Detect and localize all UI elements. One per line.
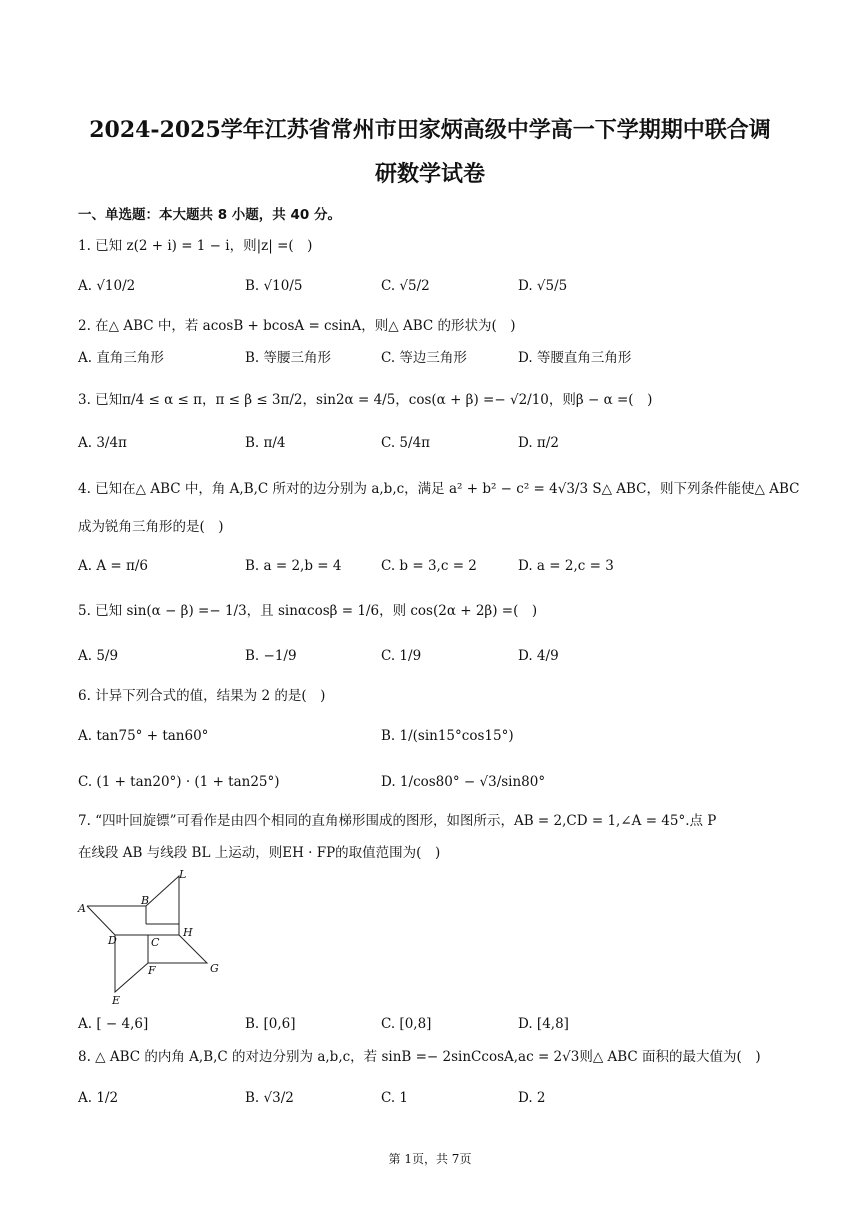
q6-option-a: A. tan75° + tan60° — [78, 728, 209, 744]
q7-option-b: B. [0,6] — [245, 1016, 296, 1032]
label-l: L — [179, 868, 187, 881]
q4-option-c: C. b = 3,c = 2 — [381, 558, 477, 574]
question-3-text: 3. 已知π/4 ≤ α ≤ π，π ≤ β ≤ 3π/2，sin2α = 4/5，cos(α + β) =− √2/10，则β − α =( ) — [78, 392, 653, 408]
label-g: G — [210, 962, 219, 975]
question-2-text: 2. 在△ ABC 中，若 acosB + bcosA = csinA，则△ ABC 的形状为( ) — [78, 318, 516, 334]
q8-option-b: B. √3/2 — [245, 1090, 294, 1106]
q6-option-d: D. 1/cos80° − √3/sin80° — [381, 774, 546, 790]
label-h: H — [183, 926, 193, 939]
question-4-text-line2: 成为锐角三角形的是( ) — [78, 519, 224, 535]
q6-option-b: B. 1/(sin15°cos15°) — [381, 728, 514, 744]
q3-option-b: B. π/4 — [245, 435, 286, 451]
q3-option-c: C. 5/4π — [381, 435, 431, 451]
q3-option-d: D. π/2 — [518, 435, 559, 451]
q4-option-a: A. A = π/6 — [78, 558, 148, 574]
question-5-text: 5. 已知 sin(α − β) =− 1/3，且 sinαcosβ = 1/6，则 cos(2α + 2β) =( ) — [78, 603, 538, 619]
q8-option-a: A. 1/2 — [78, 1090, 119, 1106]
q2-option-a: A. 直角三角形 — [78, 350, 164, 366]
q1-option-b: B. √10/5 — [245, 278, 303, 294]
q7-option-c: C. [0,8] — [381, 1016, 432, 1032]
q6-option-c: C. (1 + tan20°) · (1 + tan25°) — [78, 774, 280, 790]
q1-option-a: A. √10/2 — [78, 278, 136, 294]
label-d: D — [108, 934, 117, 947]
q5-option-d: D. 4/9 — [518, 648, 559, 664]
label-b: B — [141, 894, 150, 907]
label-a: A — [78, 902, 86, 915]
q8-option-d: D. 2 — [518, 1090, 546, 1106]
q5-option-c: C. 1/9 — [381, 648, 422, 664]
question-6-text: 6. 计异下列合式的值，结果为 2 的是( ) — [78, 688, 326, 704]
label-f: F — [148, 964, 156, 977]
question-7-text-line1: 7. “四叶回旋镖”可看作是由四个相同的直角梯形围成的图形，如图所示，AB = 2,CD = 1,∠A = 45°.点 P — [78, 813, 717, 829]
q5-option-a: A. 5/9 — [78, 648, 119, 664]
q5-option-b: B. −1/9 — [245, 648, 297, 664]
question-8-text: 8. △ ABC 的内角 A,B,C 的对边分别为 a,b,c，若 sinB =− 2sinCcosA,ac = 2√3则△ ABC 面积的最大值为( ) — [78, 1049, 761, 1065]
q2-option-d: D. 等腰直角三角形 — [518, 350, 632, 366]
question-1-text: 1. 已知 z(2 + i) = 1 − i，则|z| =( ) — [78, 238, 313, 254]
q1-option-c: C. √5/2 — [381, 278, 430, 294]
q8-option-c: C. 1 — [381, 1090, 409, 1106]
q2-option-c: C. 等边三角形 — [381, 350, 467, 366]
q1-option-d: D. √5/5 — [518, 278, 568, 294]
q4-option-b: B. a = 2,b = 4 — [245, 558, 342, 574]
label-e: E — [112, 994, 121, 1007]
q3-option-a: A. 3/4π — [78, 435, 127, 451]
page-title-line1: 2024-2025学年江苏省常州市田家炳高级中学高一下学期期中联合调 — [89, 117, 771, 143]
question-7-text-line2: 在线段 AB 与线段 BL 上运动，则EH · FP的取值范围为( ) — [78, 845, 441, 861]
page-title-line2: 研数学试卷 — [374, 161, 485, 187]
boomerang-figure — [75, 866, 225, 1008]
question-4-text-line1: 4. 已知在△ ABC 中，角 A,B,C 所对的边分别为 a,b,c，满足 a² + b² − c² = 4√3/3 S△ ABC，则下列条件能使△ ABC — [78, 481, 800, 497]
q2-option-b: B. 等腰三角形 — [245, 350, 332, 366]
label-c: C — [151, 936, 160, 949]
section-heading: 一、单选题：本大题共 8 小题，共 40 分。 — [78, 207, 341, 223]
q7-option-a: A. [ − 4,6] — [78, 1016, 149, 1032]
q7-option-d: D. [4,8] — [518, 1016, 569, 1032]
q4-option-d: D. a = 2,c = 3 — [518, 558, 614, 574]
page-footer: 第 1页，共 7页 — [388, 1152, 472, 1166]
